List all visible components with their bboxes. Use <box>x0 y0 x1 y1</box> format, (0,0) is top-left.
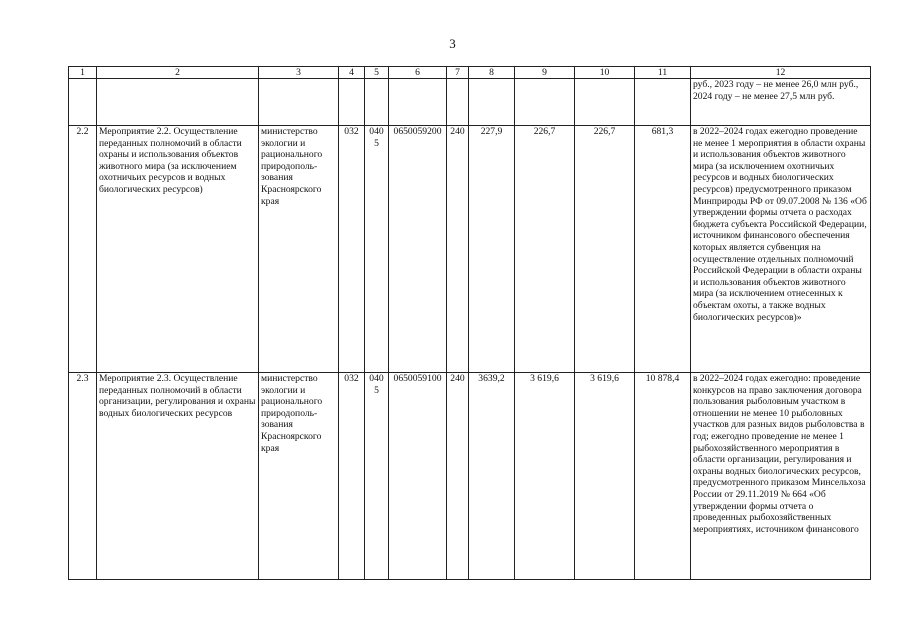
col-header-9: 9 <box>515 67 575 79</box>
amount-total: 681,3 <box>635 126 691 373</box>
col-header-11: 11 <box>635 67 691 79</box>
section-code: 0405 <box>365 126 389 373</box>
amount-total: 10 878,4 <box>635 373 691 580</box>
col-header-2: 2 <box>97 67 259 79</box>
target-article-code: 0650059100 <box>389 373 447 580</box>
col-header-4: 4 <box>339 67 365 79</box>
col-header-12: 12 <box>691 67 871 79</box>
target-article-code: 0650059200 <box>389 126 447 373</box>
table-row <box>69 126 871 373</box>
expected-result: в 2022–2024 годах ежегодно: проведение конкурсов на право заключения договора пользования рыболовным участком в отношении не менее 10 рыболовных участков для разных видов рыболовства в год; ежегодно проведение не менее 1 рыбохозяйственного мероприятия в области организации, регулирования и охраны водных биологических ресурсов, предусмотренного приказом Минсельхоза России от 29.11.2019 № 664 «Об утверждении формы отчета о проведенных рыбохозяйственных мероприятиях, источником финансового <box>691 373 871 580</box>
col-header-10: 10 <box>575 67 635 79</box>
amount-year-2: 226,7 <box>515 126 575 373</box>
table-row <box>69 373 871 580</box>
col-header-6: 6 <box>389 67 447 79</box>
grbs-code: 032 <box>339 373 365 580</box>
amount-year-1: 3639,2 <box>469 373 515 580</box>
continuation-result-text: руб., 2023 году – не менее 26,0 млн руб., 2024 году – не менее 27,5 млн руб. <box>691 79 871 126</box>
measure-name: Мероприятие 2.2. Осуществление переданных полномочий в области охраны и использования объектов животного мира (за исключением охотничьих ресурсов и водных биологических ресурсов) <box>97 126 259 373</box>
amount-year-2: 3 619,6 <box>515 373 575 580</box>
row-number: 2.2 <box>69 126 97 373</box>
measure-name: Мероприятие 2.3. Осуществление переданных полномочий в области организации, регулирования и охраны водных биологических ресурсов <box>97 373 259 580</box>
responsible-org: министерство экологии и рационального природополь- зования Красноярского края <box>259 373 339 580</box>
responsible-org: министерство экологии и рационального природополь- зования Красноярского края <box>259 126 339 373</box>
page-number: 3 <box>449 36 456 51</box>
grbs-code: 032 <box>339 126 365 373</box>
col-header-8: 8 <box>469 67 515 79</box>
amount-year-3: 3 619,6 <box>575 373 635 580</box>
expense-type-code: 240 <box>447 373 469 580</box>
column-number-row <box>69 67 871 79</box>
col-header-5: 5 <box>365 67 389 79</box>
row-number: 2.3 <box>69 373 97 580</box>
program-table <box>68 66 871 580</box>
continuation-row <box>69 79 871 126</box>
col-header-1: 1 <box>69 67 97 79</box>
expected-result: в 2022–2024 годах ежегодно проведение не менее 1 мероприятия в области охраны и использования объектов животного мира (за исключением охотничьих ресурсов и водных биологических ресурсов) предусмотренного приказом Минприроды РФ от 09.07.2008 № 136 «Об утверждении формы отчета о расходах бюджета субъекта Российской Федерации, источником финансового обеспечения которых является субвенция на осуществление отдельных полномочий Российской Федерации в области охраны и использования объектов животного мира (за исключением отнесенных к объектам охоты, а также водных биологических ресурсов)» <box>691 126 871 373</box>
section-code: 0405 <box>365 373 389 580</box>
col-header-3: 3 <box>259 67 339 79</box>
expense-type-code: 240 <box>447 126 469 373</box>
amount-year-1: 227,9 <box>469 126 515 373</box>
col-header-7: 7 <box>447 67 469 79</box>
amount-year-3: 226,7 <box>575 126 635 373</box>
